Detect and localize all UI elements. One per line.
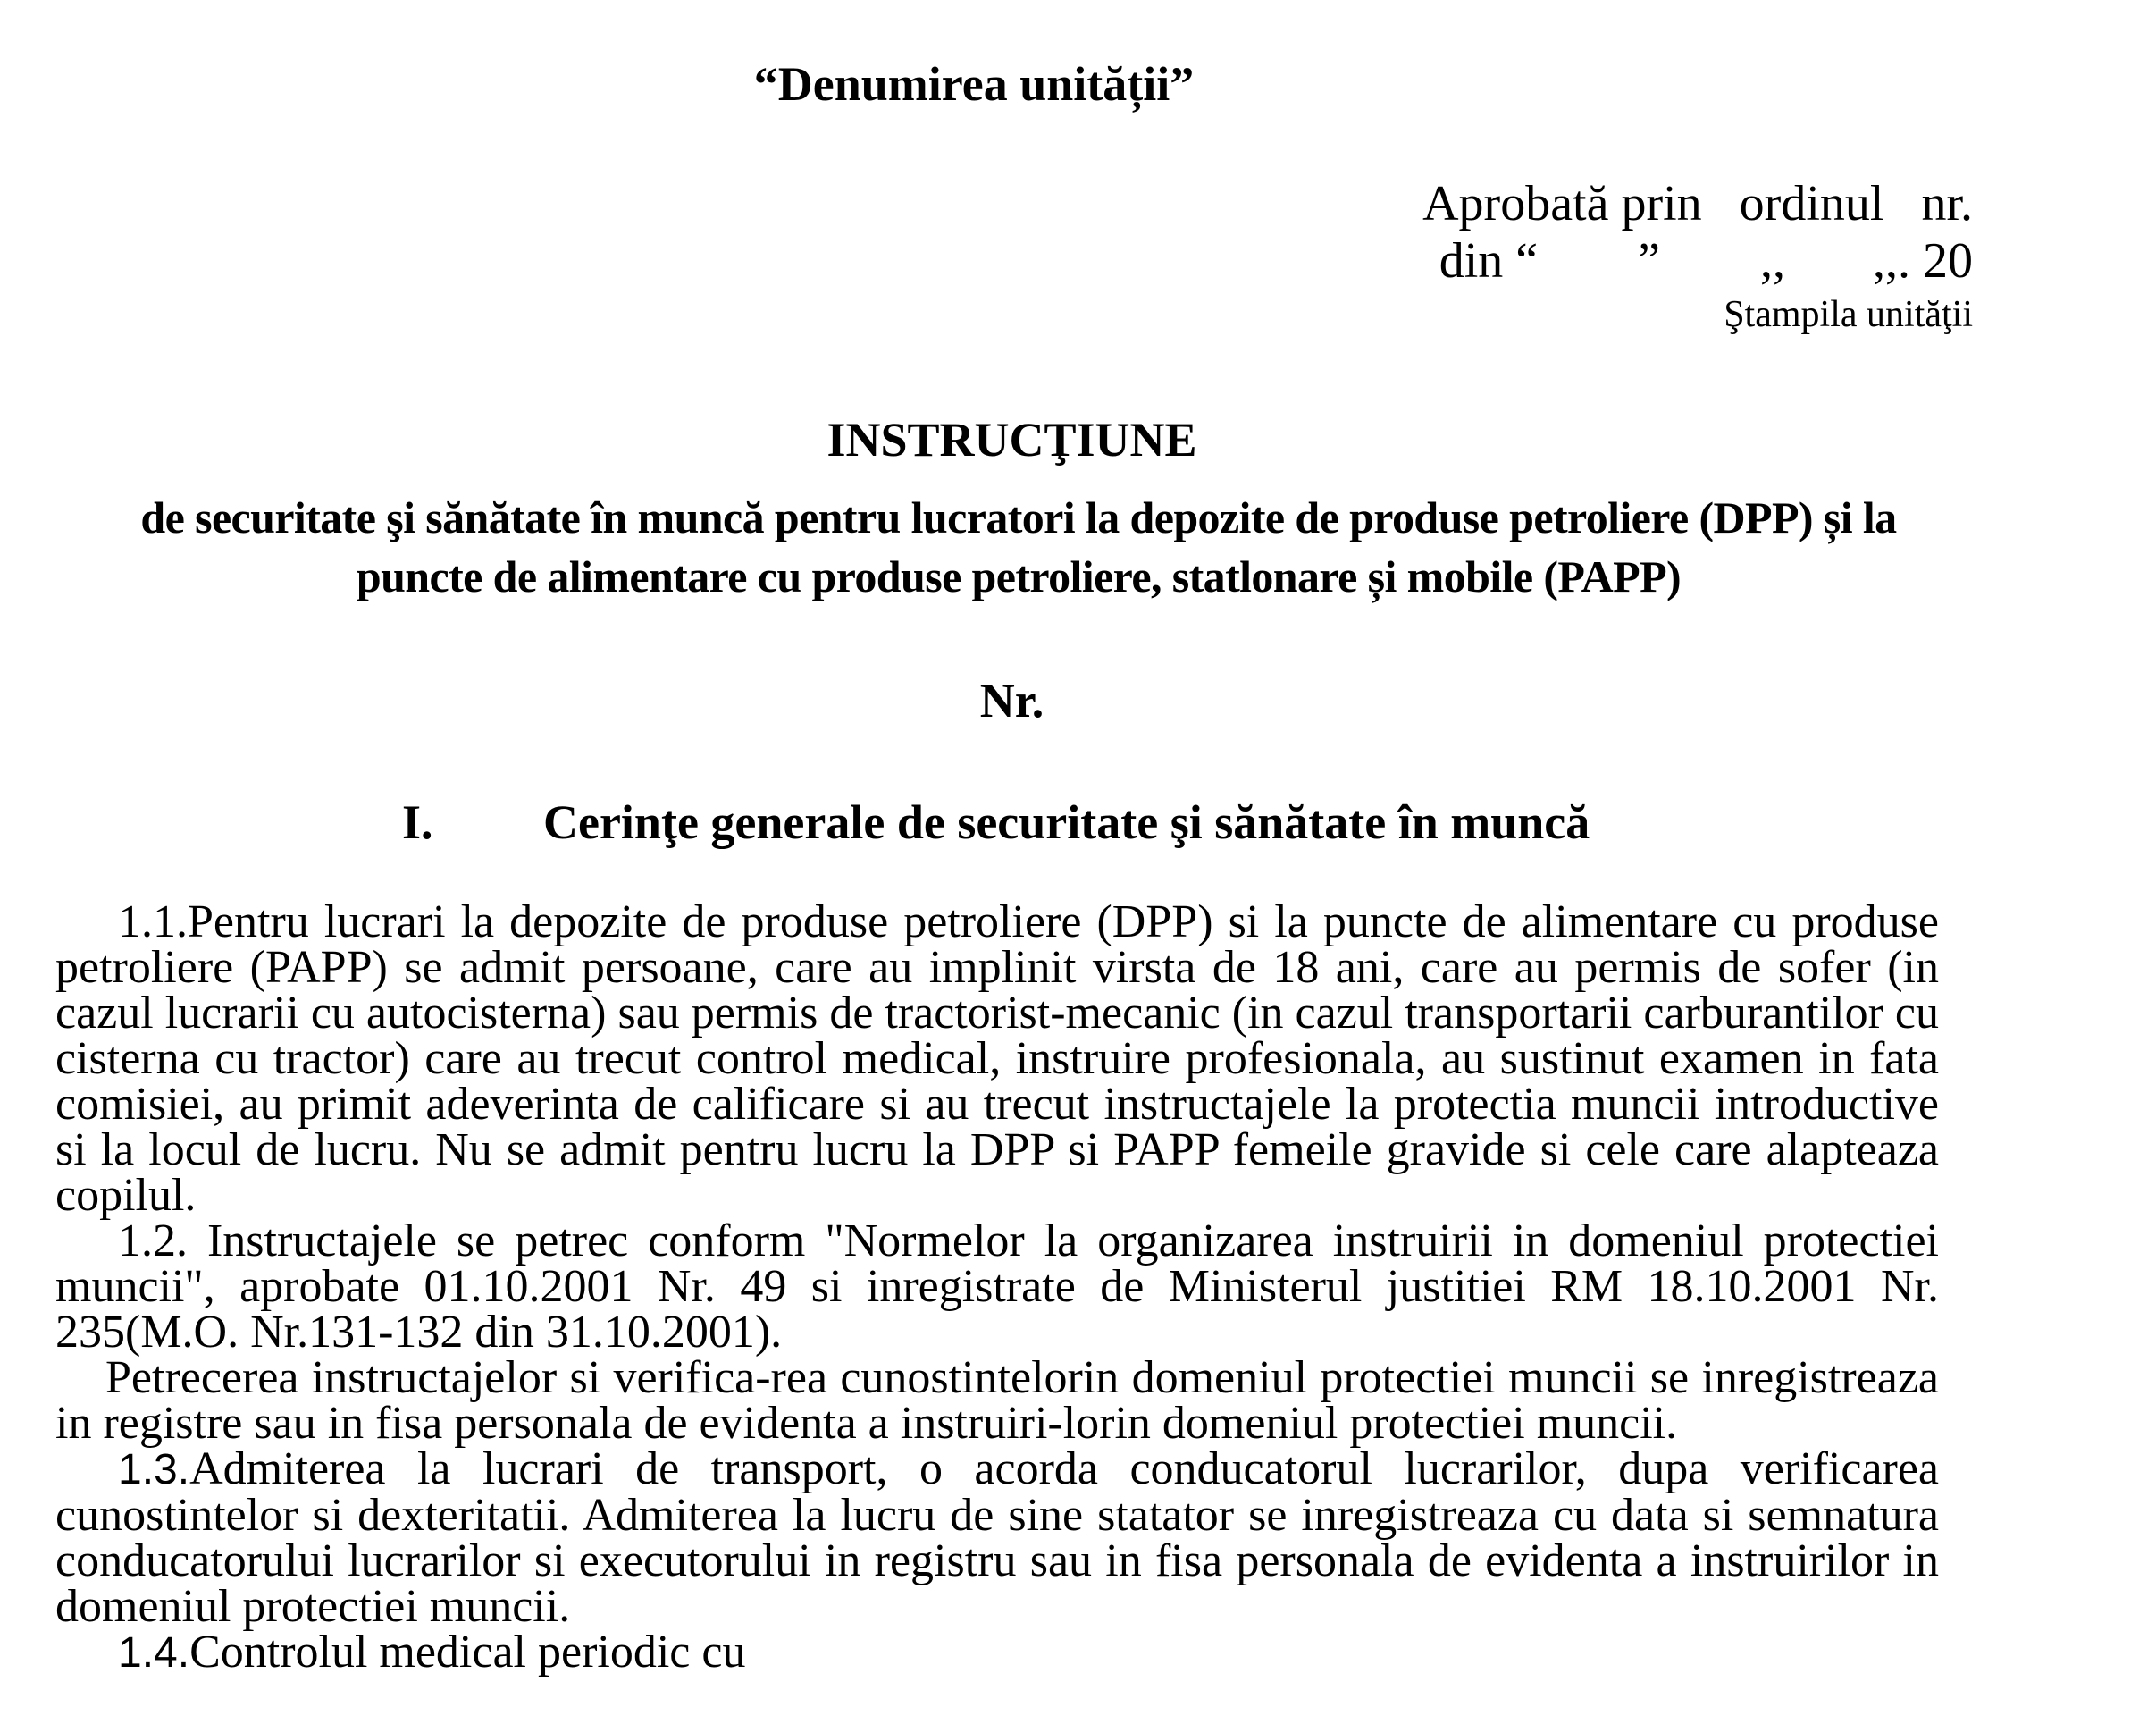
paragraph-text: Admiterea la lucrari de transport, o acorda conducatorul lucrarilor, dupa verificarea cunostintelor si dexteritatii. Admiterea la lucru de sine statator se inregistreaza cu data si semnatura conducatorului lucrarilor si executorului in registru sau in fisa personala de evidenta a instruirilor in domeniul protectiei muncii. [55,1443,1939,1632]
paragraph-text: Controlul medical periodic cu [189,1627,746,1678]
paragraph-1-2 [55,1215,1939,1358]
paragraph-1-1 [55,896,1939,1221]
paragraph-text: Instructajele se petrec conform "Normelor la organizarea instruirii in domeniul protectiei muncii", aprobate 01.10.2001 Nr. 49 si inregistrate de Ministerul justitiei RM 18.10.2001 Nr. 235(M.O. Nr.131-132 din 31.10.2001). [55,1215,1939,1358]
paragraph-number: 1.1. [118,896,188,947]
approval-order-line: Aprobată prin ordinul nr. [1422,176,1973,231]
paragraph-1-4 [55,1629,1939,1676]
paragraph-number: 1.2. [118,1215,188,1266]
paragraph-1-3 [55,1443,1939,1632]
paragraph-number: 1.4. [118,1629,190,1677]
paragraph-1-2-continued [55,1352,1939,1449]
unit-name: “Denumirea unității” [753,57,1195,111]
document-title: INSTRUCŢIUNE [826,413,1197,467]
paragraph-text: Pentru lucrari la depozite de produse petroliere (DPP) si la puncte de alimentare cu produse petroliere (PAPP) se admit persoane, care au implinit virsta de 18 ani, care au permis de sofer (in cazul lucrarii cu autocisterna) sau permis de tractorist-mecanic (in cazul transportarii carburantilor cu cisterna cu tractor) care au trecut control medical, instruire profesionala, au sustinut examen in fata comisiei, au primit adeverinta de calificare si au trecut instructajele la protectia muncii introductive si la locul de lucru. Nu se admit pentru lucru la DPP si PAPP femeile gravide si cele care alapteaza copilul. [55,896,1939,1221]
document-body [55,896,1939,1678]
approval-date-line: din “ ” ,, ,,. 20 [1439,233,1973,289]
section-heading [402,794,1590,851]
section-number: I. [402,795,433,849]
document-subtitle: de securitate şi sănătate în muncă pentru lucratori la depozite de produse petroliere (DPP) și la puncte de alimentare cu produse petroliere, statlonare și mobile (PAPP) [140,492,1897,601]
document-number: Nr. [979,674,1044,727]
approval-block [1422,175,1973,340]
unit-stamp-label: Ştampila unităţii [1724,294,1973,335]
paragraph-text: Petrecerea instructajelor si verifica-rea cunostintelorin domeniul protectiei muncii se inregistreaza in registre sau in fisa personala de evidenta a instruiri-lorin domeniul protectiei muncii. [55,1352,1939,1449]
paragraph-number: 1.3. [118,1446,190,1493]
section-title: Cerinţe generale de securitate şi sănătate în muncă [543,795,1590,849]
